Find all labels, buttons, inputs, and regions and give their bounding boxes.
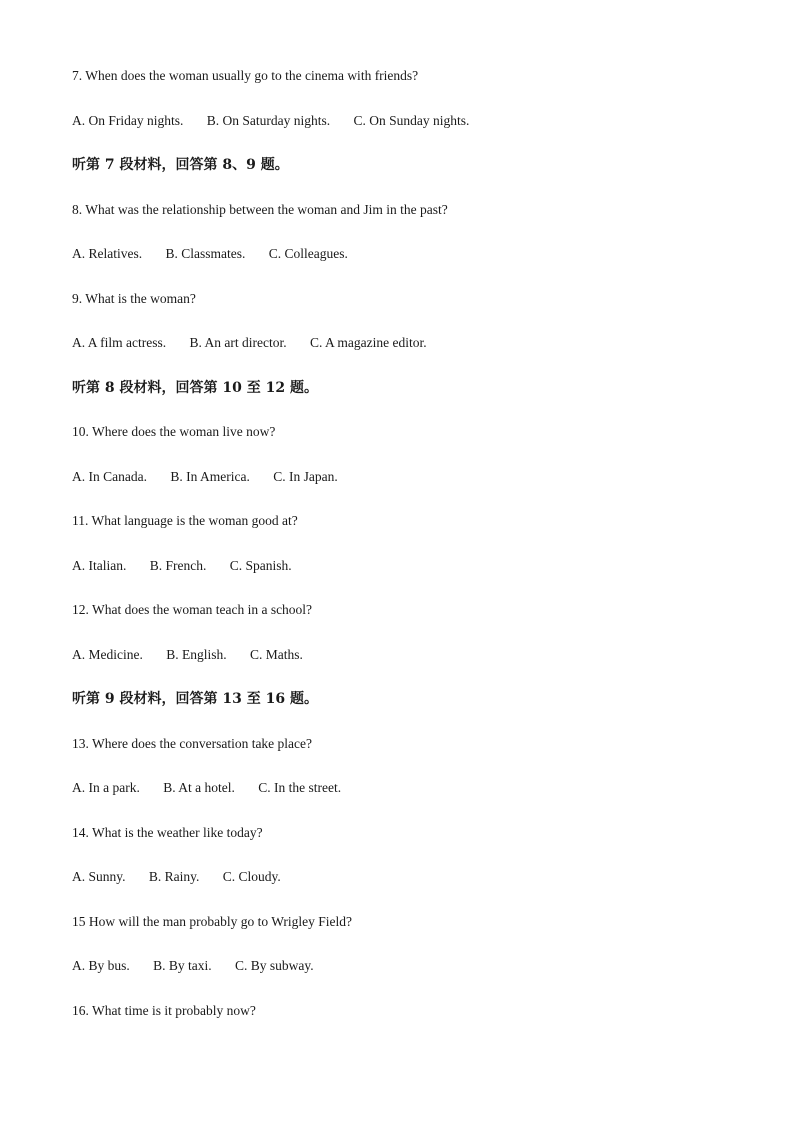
question-7-options (72, 111, 732, 131)
option-a: A. Sunny. (72, 869, 126, 884)
option-b: B. On Saturday nights. (206, 112, 331, 128)
option-c: C. In Japan. (273, 468, 338, 484)
question-12-options (72, 645, 732, 665)
option-b: B. An art director. (189, 335, 287, 350)
question-10-options (72, 467, 732, 487)
question-10: 10. Where does the woman live now? (72, 424, 276, 439)
question-15: 15 How will the man probably go to Wrigley Field? (72, 913, 353, 929)
question-14: 14. What is the weather like today? (72, 824, 263, 840)
section-heading-7: 听第 7 段材料，回答第 8、9 题。 (72, 157, 289, 173)
document-page (72, 66, 732, 1045)
option-c: C. Spanish. (229, 557, 292, 573)
option-c: C. Maths. (250, 646, 303, 662)
question-9-options (72, 333, 732, 353)
option-b: B. Classmates. (165, 246, 246, 261)
option-c: C. In the street. (258, 780, 342, 795)
option-c: C. By subway. (235, 958, 314, 973)
option-a: A. Medicine. (72, 646, 143, 662)
option-b: B. French. (149, 557, 207, 573)
question-15-options (72, 956, 732, 976)
question-16: 16. What time is it probably now? (72, 1002, 256, 1018)
option-b: B. At a hotel. (163, 780, 235, 795)
option-b: B. By taxi. (153, 958, 212, 973)
option-c: C. A magazine editor. (309, 335, 427, 350)
option-b: B. English. (166, 646, 227, 662)
question-13: 13. Where does the conversation take place? (72, 735, 313, 751)
question-9: 9. What is the woman? (72, 290, 196, 306)
option-a: A. On Friday nights. (72, 112, 184, 128)
question-8: 8. What was the relationship between the woman and Jim in the past? (72, 201, 448, 217)
question-8-options (72, 244, 732, 264)
option-a: A. In a park. (72, 780, 140, 795)
option-a: A. In Canada. (72, 468, 147, 484)
option-c: C. Cloudy. (222, 869, 281, 884)
option-a: A. Relatives. (72, 246, 143, 261)
option-a: A. By bus. (72, 958, 130, 973)
question-13-options (72, 778, 732, 798)
question-11-options (72, 556, 732, 576)
option-b: B. In America. (170, 468, 250, 484)
option-a: A. A film actress. (72, 335, 167, 350)
option-c: C. On Sunday nights. (353, 112, 470, 128)
section-heading-8: 听第 8 段材料，回答第 10 至 12 题。 (72, 379, 318, 396)
question-11: 11. What language is the woman good at? (72, 513, 298, 528)
option-b: B. Rainy. (148, 869, 200, 884)
section-heading-9: 听第 9 段材料，回答第 13 至 16 题。 (72, 691, 318, 707)
question-12: 12. What does the woman teach in a school? (72, 602, 313, 617)
option-c: C. Colleagues. (268, 246, 348, 261)
question-7: 7. When does the woman usually go to the cinema with friends? (72, 68, 419, 83)
option-a: A. Italian. (72, 557, 127, 573)
question-14-options (72, 867, 732, 887)
